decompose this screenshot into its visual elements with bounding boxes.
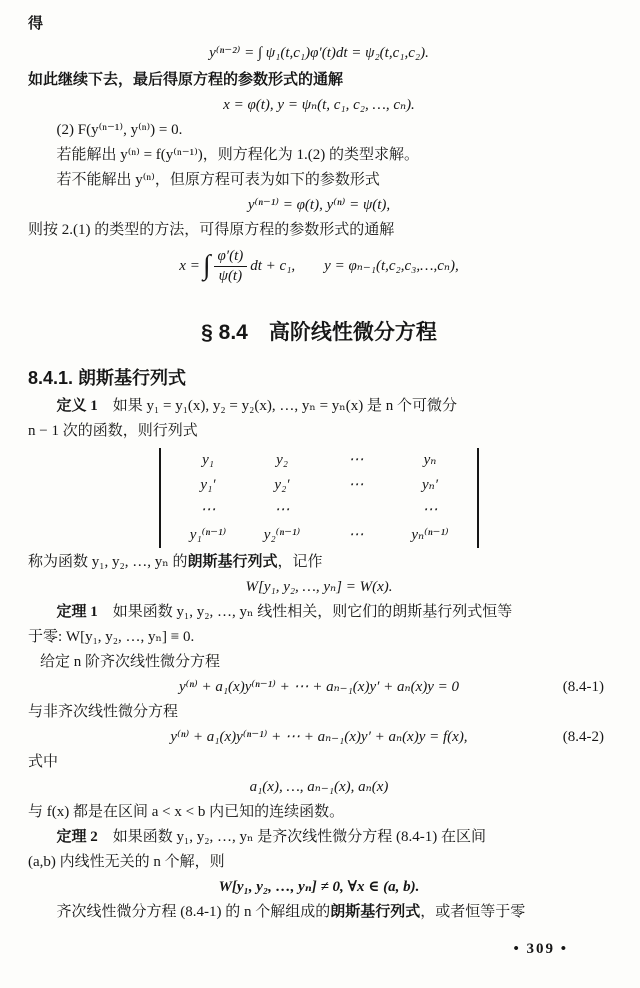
para-method: 则按 2.(1) 的类型的方法，可得原方程的参数形式的通解 (28, 222, 395, 238)
formula-general-solution-1: x = φ(t), y = ψₙ(t, c₁, c₂, …, cₙ). (223, 97, 415, 113)
subsection-title: 8.4.1. 朗斯基行列式 (28, 368, 187, 388)
closing-pre: 齐次线性微分方程 (8.4-1) 的 n 个解组成的 (56, 904, 331, 920)
definition-1-label: 定义 1 (56, 398, 98, 414)
determinant-row (171, 473, 467, 498)
wronskian-notation: W[y₁, y₂, …, yₙ] = W(x). (245, 579, 393, 595)
lead-word: 得 (28, 16, 44, 32)
det-cell: ⋯ (348, 527, 364, 543)
integral-icon: ∫ (202, 249, 211, 281)
determinant-row (171, 523, 467, 548)
wronskian-post: ，记作 (277, 554, 323, 570)
section-title: § 8.4 高阶线性微分方程 (201, 321, 437, 344)
det-cell: y₂ (276, 452, 288, 468)
determinant-table (171, 448, 467, 548)
theorem-2-line-2: (a,b) 内线性无关的 n 个解，则 (28, 854, 225, 870)
closing-line (28, 900, 610, 925)
theorem-2-line-1 (28, 825, 610, 850)
det-cell: ⋯ (348, 452, 364, 468)
fraction-denominator: ψ(t) (218, 268, 243, 284)
formula-parametric: y⁽ⁿ⁻¹⁾ = φ(t), y⁽ⁿ⁾ = ψ(t), (247, 197, 391, 213)
formula-tail: dt + c₁, (250, 258, 296, 274)
para-continue: 如此继续下去，最后得原方程的参数形式的通解 (28, 72, 344, 88)
determinant-row (171, 498, 467, 523)
formula-y-equals: y = φₙ₋₁(t,c₂,c₃,…,cₙ), (324, 258, 459, 274)
theorem-1-line-2: 于零: W[y₁, y₂, …, yₙ] ≡ 0. (28, 629, 195, 645)
theorem-2-label: 定理 2 (56, 829, 98, 845)
determinant-right-bar (477, 448, 479, 548)
det-cell: y₁′ (200, 477, 216, 493)
det-cell: ⋯ (274, 502, 290, 518)
det-cell: yₙ⁽ⁿ⁻¹⁾ (411, 527, 449, 543)
theorem-1-label: 定理 1 (56, 604, 98, 620)
det-cell: y₁ (202, 452, 214, 468)
equation-8-4-1-number: (8.4-1) (562, 679, 604, 695)
determinant-row (171, 448, 467, 473)
para-solvable: 若能解出 y⁽ⁿ⁾ = f(y⁽ⁿ⁻¹⁾)，则方程化为 1.(2) 的类型求解。 (56, 147, 420, 163)
theorem-1-text: 如果函数 y₁, y₂, …, yₙ 线性相关，则它们的朗斯基行列式恒等 (97, 604, 513, 620)
fraction (214, 247, 248, 286)
page-number: • 309 • (513, 941, 568, 957)
det-cell: y₂′ (274, 477, 290, 493)
continuous-functions-line: 与 f(x) 都是在区间 a < x < b 内已知的连续函数。 (28, 804, 345, 820)
definition-1-line-2: n − 1 次的函数，则行列式 (28, 423, 198, 439)
closing-wronskian-term: 朗斯基行列式 (330, 904, 421, 920)
det-cell: ⋯ (200, 502, 216, 518)
homogeneous-intro: 给定 n 阶齐次线性微分方程 (40, 654, 221, 670)
closing-post: ，或者恒等于零 (420, 904, 526, 920)
equation-8-4-1-body: y⁽ⁿ⁾ + a₁(x)y⁽ⁿ⁻¹⁾ + ⋯ + aₙ₋₁(x)y′ + aₙ(x)y = 0 (178, 679, 460, 695)
fraction-numerator: φ′(t) (214, 247, 248, 267)
theorem-2-text: 如果函数 y₁, y₂, …, yₙ 是齐次线性微分方程 (8.4-1) 在区间 (97, 829, 486, 845)
equation-8-4-1 (28, 675, 610, 700)
coefficients-list: a₁(x), …, aₙ₋₁(x), aₙ(x) (249, 779, 389, 795)
nonhomogeneous-intro: 与非齐次线性微分方程 (28, 704, 179, 720)
determinant-left-bar (159, 448, 161, 548)
det-cell: y₂⁽ⁿ⁻¹⁾ (263, 527, 301, 543)
det-cell: y₁⁽ⁿ⁻¹⁾ (189, 527, 227, 543)
wronskian-term: 朗斯基行列式 (187, 554, 278, 570)
det-cell: ⋯ (348, 477, 364, 493)
formula-general-solution-2 (28, 247, 610, 286)
where-label: 式中 (28, 754, 59, 770)
formula-y-n-minus-2: y⁽ⁿ⁻²⁾ = ∫ ψ₁(t,c₁)φ′(t)dt = ψ₂(t,c₁,c₂). (209, 45, 429, 61)
equation-8-4-2-number: (8.4-2) (562, 729, 604, 745)
determinant-matrix (159, 448, 478, 548)
para-unsolvable: 若不能解出 y⁽ⁿ⁾，但原方程可表为如下的参数形式 (56, 172, 380, 188)
det-cell (319, 498, 393, 523)
item-2: (2) F(y⁽ⁿ⁻¹⁾, y⁽ⁿ⁾) = 0. (56, 122, 183, 138)
det-cell: yₙ (423, 452, 437, 468)
det-cell: ⋯ (422, 502, 438, 518)
formula-x-equals: x = (179, 258, 200, 274)
wronskian-determinant (28, 448, 610, 548)
definition-1-text: 如果 y₁ = y₁(x), y₂ = y₂(x), …, yₙ = yₙ(x) 是 n 个可微分 (97, 398, 458, 414)
wronskian-pre: 称为函数 y₁, y₂, …, yₙ 的 (28, 554, 188, 570)
det-cell: yₙ′ (421, 477, 439, 493)
theorem-2-formula: W[y₁, y₂, …, yₙ] ≠ 0, ∀x ∈ (a, b). (218, 879, 420, 895)
equation-8-4-2 (28, 725, 610, 750)
equation-8-4-2-body: y⁽ⁿ⁾ + a₁(x)y⁽ⁿ⁻¹⁾ + ⋯ + aₙ₋₁(x)y′ + aₙ(x)y = f(x), (170, 729, 468, 745)
theorem-1-line-1 (28, 600, 610, 625)
definition-1-line-1 (28, 394, 610, 419)
wronskian-naming-line (28, 550, 610, 575)
